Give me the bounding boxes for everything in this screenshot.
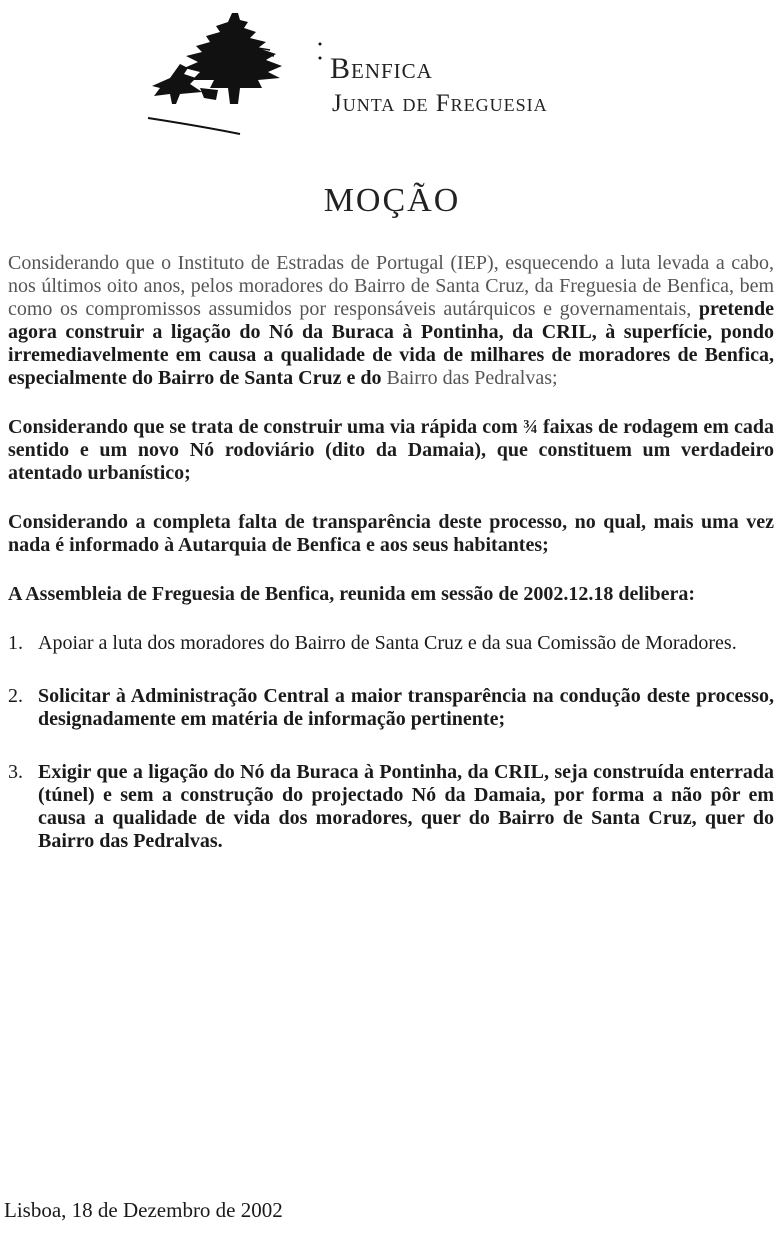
paragraph-1-end: Bairro das Pedralvas; (386, 367, 558, 389)
organization-block (330, 52, 660, 118)
paragraph-2: Considerando que se trata de construir uma via rápida com ¾ faixas de rodagem em cada sentido e um novo Nó rodoviário (dito da Damaia), que constituem um verdadeiro atentado urbanístico; (8, 416, 774, 484)
paragraph-1 (8, 252, 774, 390)
paragraph-1-emphasis: pretende agora construir a ligação do Nó da Buraca à Pontinha, da CRIL, à superfície, pondo irremediavelmente em causa a qualidade de vida de milhares de moradores de Benfica, especialmente do Bairro de Santa Cruz e do (8, 298, 775, 389)
list-item-number: 3. (8, 761, 23, 783)
list-item (8, 632, 774, 655)
list-item-text: Solicitar à Administração Central a maior transparência na condução deste processo, designadamente em matéria de informação pertinente; (38, 685, 774, 730)
list-item-text: Exigir que a ligação do Nó da Buraca à Pontinha, da CRIL, seja construída enterrada (túnel) e sem a construção do projectado Nó da Damaia, por forma a não pôr em causa a qualidade de vida dos moradores, quer do Bairro de Santa Cruz, quer do Bairro das Pedralvas. (38, 761, 774, 852)
tree-logo-icon (140, 8, 340, 143)
paragraph-4: A Assembleia de Freguesia de Benfica, reunida em sessão de 2002.12.18 delibera: (8, 583, 696, 605)
paragraph-3: Considerando a completa falta de transparência deste processo, no qual, mais uma vez nada é informado à Autarquia de Benfica e aos seus habitantes; (8, 511, 774, 556)
paragraph-1-intro: Considerando que o Instituto de Estradas de Portugal (IEP), esquecendo a luta levada a cabo, nos últimos oito anos, pelos moradores do Bairro de Santa Cruz, da Freguesia de Benfica, bem como os compromissos assumidos por responsáveis autárquicos e governamentais, (8, 252, 774, 320)
document-title: MOÇÃO (323, 182, 461, 219)
organization-subtitle: Junta de Freguesia (332, 90, 548, 117)
list-item-number: 1. (8, 632, 23, 654)
place-date-signoff: Lisboa, 18 de Dezembro de 2002 (4, 1198, 283, 1222)
list-item-number: 2. (8, 685, 23, 707)
list-item-text: Apoiar a luta dos moradores do Bairro de Santa Cruz e da sua Comissão de Moradores. (38, 632, 737, 654)
list-item (8, 685, 774, 731)
organization-name: Benfica (330, 52, 433, 85)
resolution-list (8, 632, 774, 853)
list-item (8, 761, 774, 853)
letterhead (0, 0, 784, 160)
document-body (8, 252, 774, 883)
